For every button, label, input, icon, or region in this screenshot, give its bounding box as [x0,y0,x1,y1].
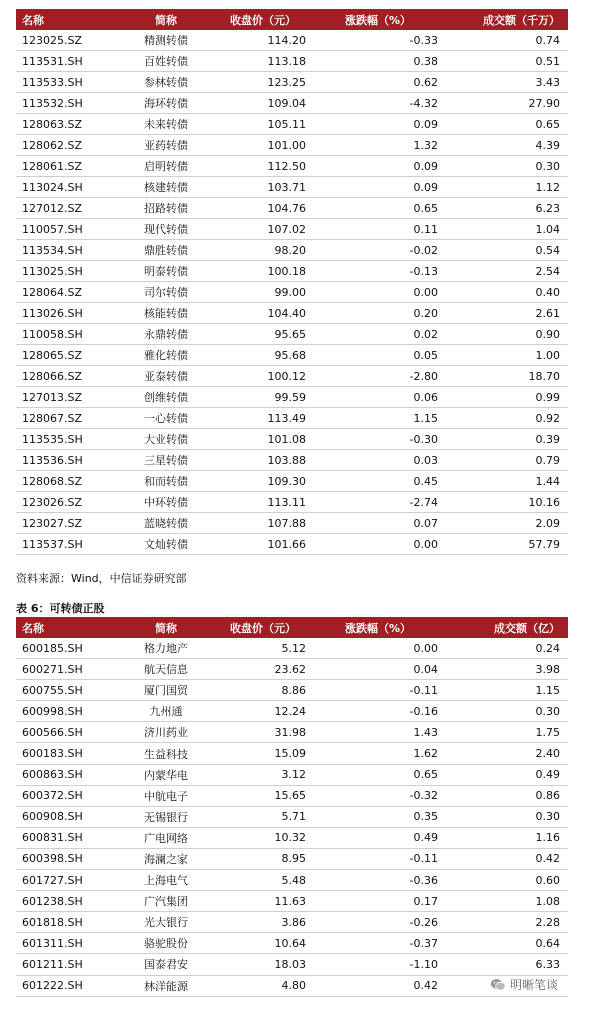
cell-code: 601311.SH [16,933,118,954]
table-header-row [16,9,568,30]
cell-change-pct: 0.11 [312,219,444,240]
cell-turnover: 0.54 [444,240,568,261]
cell-change-pct: -0.11 [312,848,444,869]
cell-change-pct: 1.15 [312,408,444,429]
cell-close-price: 5.48 [214,870,312,891]
cell-turnover: 0.49 [444,764,568,785]
cell-short-name: 中环转债 [118,492,214,513]
cell-turnover: 0.90 [444,324,568,345]
cell-short-name: 海澜之家 [118,848,214,869]
cell-code: 113534.SH [16,240,118,261]
cell-close-price: 101.00 [214,135,312,156]
cell-turnover: 1.04 [444,219,568,240]
cell-turnover: 1.15 [444,680,568,701]
cell-short-name: 现代转债 [118,219,214,240]
header-close-price: 收盘价（元） [214,9,312,30]
cell-code: 601727.SH [16,870,118,891]
cell-change-pct: 0.35 [312,806,444,827]
cell-code: 110058.SH [16,324,118,345]
table-row [16,764,568,785]
table-row [16,93,568,114]
cell-turnover: 0.39 [444,429,568,450]
cell-turnover: 2.40 [444,743,568,764]
cell-change-pct: 0.03 [312,450,444,471]
cell-code: 600998.SH [16,701,118,722]
cell-close-price: 103.71 [214,177,312,198]
cell-short-name: 广汽集团 [118,891,214,912]
cell-code: 600398.SH [16,848,118,869]
cell-short-name: 亚泰转债 [118,366,214,387]
cell-turnover: 6.23 [444,198,568,219]
cell-short-name: 大业转债 [118,429,214,450]
table-row [16,30,568,51]
cell-short-name: 生益科技 [118,743,214,764]
cell-short-name: 核建转债 [118,177,214,198]
cell-code: 127013.SZ [16,387,118,408]
cell-code: 123026.SZ [16,492,118,513]
cell-code: 113025.SH [16,261,118,282]
cell-code: 128061.SZ [16,156,118,177]
cell-turnover: 0.99 [444,387,568,408]
cell-turnover: 0.64 [444,933,568,954]
table-row [16,743,568,764]
cell-turnover: 3.43 [444,72,568,93]
table-row [16,534,568,555]
cell-change-pct: -0.02 [312,240,444,261]
cell-short-name: 国泰君安 [118,954,214,975]
cell-change-pct: 0.04 [312,659,444,680]
cell-change-pct: 1.62 [312,743,444,764]
table-row [16,450,568,471]
header-change-pct: 涨跌幅（%） [312,617,444,638]
cell-short-name: 招路转债 [118,198,214,219]
cell-close-price: 113.18 [214,51,312,72]
cell-close-price: 10.64 [214,933,312,954]
source-note: 资料来源：Wind，中信证券研究部 [16,572,187,585]
header-name: 名称 [16,9,118,30]
cell-turnover: 0.40 [444,282,568,303]
cell-short-name: 雅化转债 [118,345,214,366]
table-row [16,806,568,827]
cell-close-price: 18.03 [214,954,312,975]
cell-change-pct: -4.32 [312,93,444,114]
cell-code: 600755.SH [16,680,118,701]
watermark [490,976,558,993]
cell-short-name: 济川药业 [118,722,214,743]
table-row [16,429,568,450]
cell-code: 113535.SH [16,429,118,450]
table-row [16,471,568,492]
table-row [16,975,568,996]
table-row [16,513,568,534]
cell-turnover: 18.70 [444,366,568,387]
cell-close-price: 4.80 [214,975,312,996]
cell-short-name: 三星转债 [118,450,214,471]
table-row [16,219,568,240]
cell-short-name: 无锡银行 [118,806,214,827]
cell-close-price: 23.62 [214,659,312,680]
cell-turnover: 3.98 [444,659,568,680]
cell-close-price: 123.25 [214,72,312,93]
header-turnover: 成交额（亿） [444,617,568,638]
table-row [16,722,568,743]
cell-close-price: 12.24 [214,701,312,722]
cell-short-name: 光大银行 [118,912,214,933]
cell-code: 128065.SZ [16,345,118,366]
cell-change-pct: -2.80 [312,366,444,387]
cell-code: 601211.SH [16,954,118,975]
table-row [16,156,568,177]
cell-turnover: 1.12 [444,177,568,198]
cell-short-name: 一心转债 [118,408,214,429]
cell-code: 128062.SZ [16,135,118,156]
cell-short-name: 广电网络 [118,827,214,848]
cell-short-name: 内蒙华电 [118,764,214,785]
cell-code: 600185.SH [16,638,118,659]
cell-turnover: 2.61 [444,303,568,324]
cell-turnover: 10.16 [444,492,568,513]
cell-short-name: 上海电气 [118,870,214,891]
table-row [16,240,568,261]
cell-short-name: 鼎胜转债 [118,240,214,261]
header-change-pct: 涨跌幅（%） [312,9,444,30]
cell-change-pct: -0.11 [312,680,444,701]
table-row [16,387,568,408]
cell-close-price: 112.50 [214,156,312,177]
cell-code: 113536.SH [16,450,118,471]
cell-turnover: 0.74 [444,30,568,51]
cell-close-price: 101.08 [214,429,312,450]
cell-short-name: 格力地产 [118,638,214,659]
cell-close-price: 99.00 [214,282,312,303]
cell-code: 123027.SZ [16,513,118,534]
cell-turnover: 0.65 [444,114,568,135]
cell-short-name: 厦门国贸 [118,680,214,701]
underlying-stock-table [16,617,568,997]
table-row [16,324,568,345]
cell-close-price: 98.20 [214,240,312,261]
cell-short-name: 和而转债 [118,471,214,492]
cell-code: 113533.SH [16,72,118,93]
cell-turnover: 0.92 [444,408,568,429]
cell-change-pct: 0.42 [312,975,444,996]
cell-code: 601222.SH [16,975,118,996]
cell-code: 601238.SH [16,891,118,912]
cell-short-name: 骆驼股份 [118,933,214,954]
cell-change-pct: -0.13 [312,261,444,282]
cell-change-pct: 0.05 [312,345,444,366]
cell-code: 128064.SZ [16,282,118,303]
cell-turnover: 1.00 [444,345,568,366]
cell-short-name: 核能转债 [118,303,214,324]
cell-code: 127012.SZ [16,198,118,219]
cell-close-price: 8.95 [214,848,312,869]
cell-short-name: 九州通 [118,701,214,722]
header-short-name: 简称 [118,9,214,30]
table-row [16,827,568,848]
cell-code: 600372.SH [16,785,118,806]
table-row [16,848,568,869]
cell-change-pct: 0.09 [312,114,444,135]
cell-short-name: 参林转债 [118,72,214,93]
table-row [16,408,568,429]
cell-turnover: 0.86 [444,785,568,806]
cell-code: 128068.SZ [16,471,118,492]
table-row [16,177,568,198]
cell-code: 128067.SZ [16,408,118,429]
cell-close-price: 113.49 [214,408,312,429]
cell-turnover: 0.30 [444,806,568,827]
cell-code: 110057.SH [16,219,118,240]
cell-close-price: 8.86 [214,680,312,701]
cell-change-pct: 0.00 [312,638,444,659]
cell-turnover: 1.75 [444,722,568,743]
table-row [16,366,568,387]
table-row [16,891,568,912]
header-name: 名称 [16,617,118,638]
cell-change-pct: -0.36 [312,870,444,891]
cell-change-pct: 0.62 [312,72,444,93]
cell-change-pct: 0.09 [312,177,444,198]
table-row [16,680,568,701]
cell-turnover: 4.39 [444,135,568,156]
cell-turnover: 57.79 [444,534,568,555]
cell-code: 123025.SZ [16,30,118,51]
cell-turnover: 1.08 [444,891,568,912]
cell-code: 600831.SH [16,827,118,848]
table-row [16,135,568,156]
table-caption: 表 6：可转债正股 [16,602,105,615]
table-row [16,870,568,891]
table-row [16,303,568,324]
cell-change-pct: -1.10 [312,954,444,975]
cell-short-name: 百姓转债 [118,51,214,72]
table-row [16,282,568,303]
cell-code: 600271.SH [16,659,118,680]
cell-close-price: 109.30 [214,471,312,492]
table-row [16,261,568,282]
table-row [16,933,568,954]
cell-close-price: 3.86 [214,912,312,933]
cell-change-pct: 0.38 [312,51,444,72]
cell-turnover: 0.30 [444,701,568,722]
cell-code: 113531.SH [16,51,118,72]
cell-change-pct: 0.65 [312,764,444,785]
cell-change-pct: 0.06 [312,387,444,408]
header-short-name: 简称 [118,617,214,638]
cell-change-pct: 1.43 [312,722,444,743]
cell-close-price: 15.09 [214,743,312,764]
table-row [16,912,568,933]
cell-change-pct: -0.16 [312,701,444,722]
cell-code: 113026.SH [16,303,118,324]
cell-change-pct: 0.02 [312,324,444,345]
cell-turnover: 0.51 [444,51,568,72]
cell-short-name: 蓝晓转债 [118,513,214,534]
cell-change-pct: -0.33 [312,30,444,51]
cell-code: 128063.SZ [16,114,118,135]
header-turnover: 成交额（千万） [444,9,568,30]
cell-short-name: 航天信息 [118,659,214,680]
cell-turnover: 0.24 [444,638,568,659]
cell-turnover: 6.33 [444,954,568,975]
cell-close-price: 114.20 [214,30,312,51]
cell-close-price: 100.18 [214,261,312,282]
cell-turnover: 0.42 [444,848,568,869]
cell-code: 113537.SH [16,534,118,555]
table-row [16,198,568,219]
table-row [16,785,568,806]
cell-change-pct: 0.07 [312,513,444,534]
cell-short-name: 创维转债 [118,387,214,408]
cell-turnover: 0.79 [444,450,568,471]
cell-code: 601818.SH [16,912,118,933]
wechat-icon [490,978,506,992]
cell-change-pct: 0.65 [312,198,444,219]
cell-close-price: 95.68 [214,345,312,366]
table-row [16,114,568,135]
cell-change-pct: 1.32 [312,135,444,156]
cell-turnover: 2.28 [444,912,568,933]
cell-short-name: 启明转债 [118,156,214,177]
table-header-row [16,617,568,638]
cell-code: 113024.SH [16,177,118,198]
cell-close-price: 3.12 [214,764,312,785]
cell-short-name: 林洋能源 [118,975,214,996]
cell-short-name: 未来转债 [118,114,214,135]
cell-short-name: 司尔转债 [118,282,214,303]
table-row [16,638,568,659]
cell-close-price: 107.02 [214,219,312,240]
cell-turnover: 0.30 [444,156,568,177]
cell-close-price: 109.04 [214,93,312,114]
cell-change-pct: 0.00 [312,534,444,555]
cell-turnover: 0.60 [444,870,568,891]
cell-change-pct: 0.09 [312,156,444,177]
cell-close-price: 99.59 [214,387,312,408]
cell-short-name: 文灿转债 [118,534,214,555]
cell-close-price: 11.63 [214,891,312,912]
table-row [16,701,568,722]
cell-close-price: 5.12 [214,638,312,659]
cell-code: 600183.SH [16,743,118,764]
cell-close-price: 5.71 [214,806,312,827]
cell-change-pct: -0.37 [312,933,444,954]
header-close-price: 收盘价（元） [214,617,312,638]
cell-change-pct: 0.45 [312,471,444,492]
cell-code: 113532.SH [16,93,118,114]
table-row [16,954,568,975]
cell-short-name: 中航电子 [118,785,214,806]
cell-change-pct: 0.49 [312,827,444,848]
cell-change-pct: -0.26 [312,912,444,933]
cell-close-price: 104.40 [214,303,312,324]
cell-change-pct: -2.74 [312,492,444,513]
cell-close-price: 104.76 [214,198,312,219]
cell-close-price: 103.88 [214,450,312,471]
table-row [16,72,568,93]
watermark-text: 明晰笔谈 [510,978,559,992]
cell-close-price: 113.11 [214,492,312,513]
cell-short-name: 精测转债 [118,30,214,51]
cell-change-pct: -0.30 [312,429,444,450]
cell-turnover: 2.09 [444,513,568,534]
cell-code: 600908.SH [16,806,118,827]
cell-turnover: 1.16 [444,827,568,848]
cell-short-name: 永鼎转债 [118,324,214,345]
cell-close-price: 105.11 [214,114,312,135]
cell-close-price: 95.65 [214,324,312,345]
cell-close-price: 107.88 [214,513,312,534]
table-row [16,51,568,72]
cell-turnover: 1.44 [444,471,568,492]
cell-change-pct: 0.20 [312,303,444,324]
cell-turnover: 27.90 [444,93,568,114]
table-row [16,345,568,366]
cell-short-name: 亚药转债 [118,135,214,156]
cell-short-name: 海环转债 [118,93,214,114]
cell-code: 600566.SH [16,722,118,743]
convertible-bond-table [16,9,568,555]
cell-close-price: 10.32 [214,827,312,848]
cell-close-price: 15.65 [214,785,312,806]
table-row [16,659,568,680]
cell-change-pct: -0.32 [312,785,444,806]
cell-turnover: 2.54 [444,261,568,282]
cell-short-name: 明泰转债 [118,261,214,282]
cell-close-price: 100.12 [214,366,312,387]
cell-code: 128066.SZ [16,366,118,387]
cell-close-price: 101.66 [214,534,312,555]
cell-close-price: 31.98 [214,722,312,743]
cell-code: 600863.SH [16,764,118,785]
cell-change-pct: 0.17 [312,891,444,912]
cell-change-pct: 0.00 [312,282,444,303]
table-row [16,492,568,513]
